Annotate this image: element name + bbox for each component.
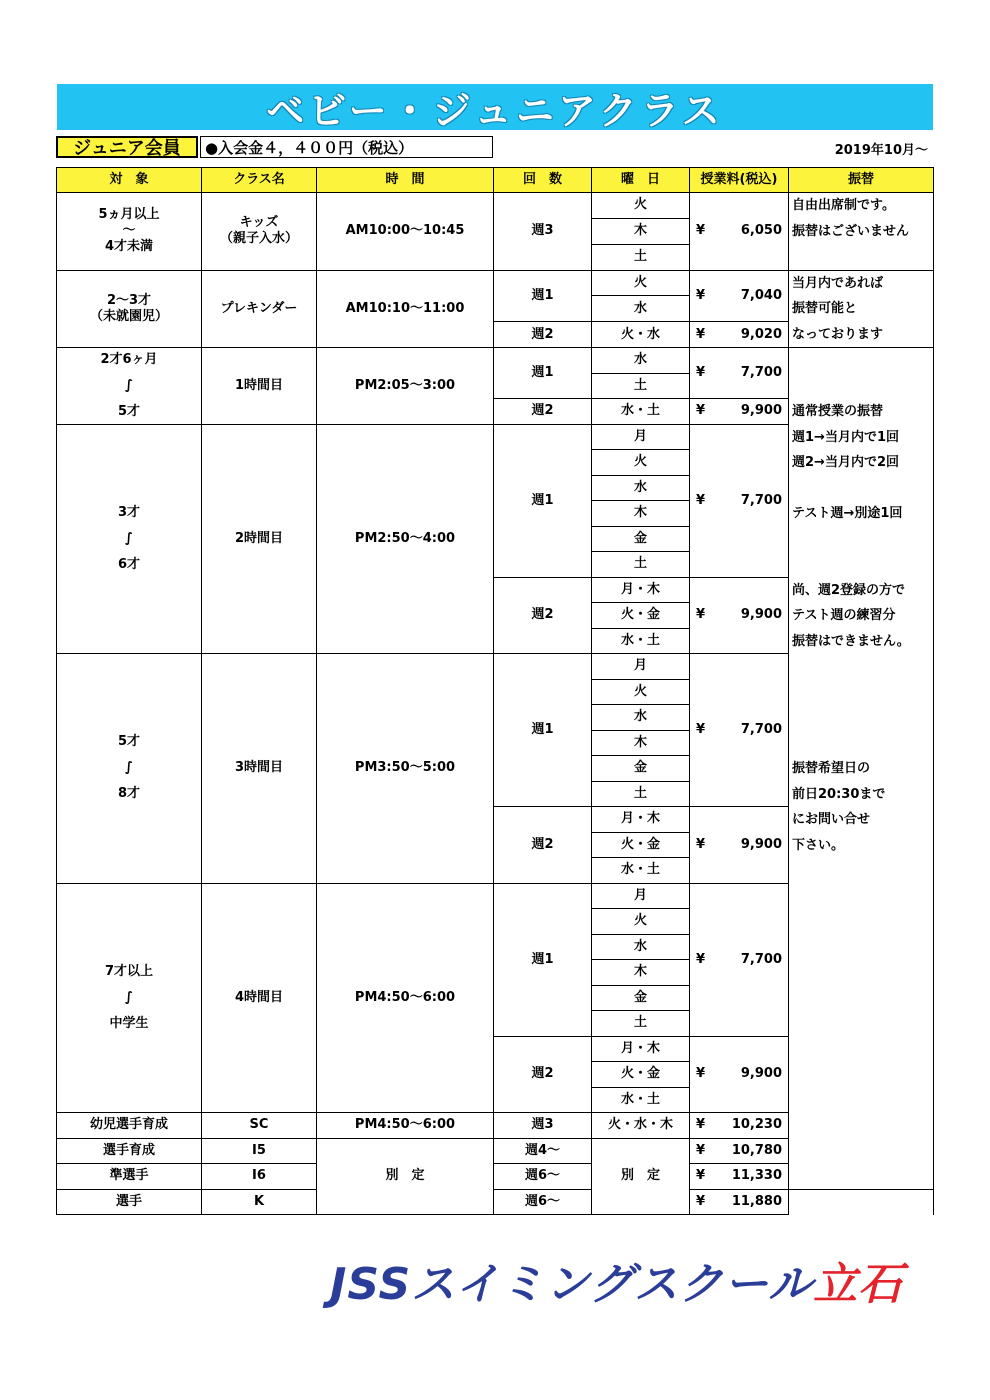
header-weekday: 曜 日 — [592, 168, 690, 193]
day-cell: 水 — [592, 934, 690, 960]
day-cell: 火 — [592, 193, 690, 219]
day-cell: 木 — [592, 960, 690, 986]
member-label: ジュニア会員 — [56, 136, 198, 158]
frequency-cell: 週1 — [494, 270, 592, 322]
day-cell: 水 — [592, 348, 690, 374]
makeup-note-line: にお問い合せ — [792, 812, 871, 827]
time-cell: AM10:10～11:00 — [317, 270, 494, 348]
day-cell: 水・土 — [592, 399, 690, 425]
frequency-cell: 週2 — [494, 577, 592, 654]
day-cell: 火 — [592, 679, 690, 705]
fee-cell: ¥ 6,050 — [690, 193, 789, 271]
makeup-note-line: 前日20:30まで — [792, 786, 886, 802]
day-cell: 水・土 — [592, 1087, 690, 1113]
day-cell: 土 — [592, 1011, 690, 1037]
day-cell: 火 — [592, 450, 690, 476]
makeup-note-line: 下さい。 — [792, 837, 845, 853]
makeup-note-line: 週2→当月内で2回 — [792, 455, 899, 470]
day-cell: 火・金 — [592, 832, 690, 858]
target-cell: 2～3才 （未就園児） — [57, 270, 202, 348]
fee-cell: ¥ 11,880 — [690, 1189, 789, 1215]
class-name-cell: I5 — [202, 1138, 317, 1164]
time-cell: AM10:00～10:45 — [317, 193, 494, 271]
fee-cell: ¥ 7,040 — [690, 270, 789, 322]
makeup-note-line: テスト週→別途1回 — [792, 506, 903, 521]
frequency-cell: 週1 — [494, 654, 592, 807]
header-row — [57, 168, 934, 193]
day-cell: 土 — [592, 244, 690, 270]
day-cell: 月 — [592, 883, 690, 909]
header-class-name: クラス名 — [202, 168, 317, 193]
class-name-cell: プレキンダー — [202, 270, 317, 348]
makeup-note-line — [789, 705, 933, 731]
day-cell: 水 — [592, 296, 690, 322]
day-cell: 金 — [592, 756, 690, 782]
frequency-cell: 週4～ — [494, 1138, 592, 1164]
day-cell: 金 — [592, 985, 690, 1011]
day-cell: 月 — [592, 654, 690, 680]
day-cell: 別 定 — [592, 1138, 690, 1215]
start-date: 2019年10月～ — [834, 143, 928, 158]
class-name-cell: キッズ （親子入水） — [202, 193, 317, 271]
time-cell: PM2:50～4:00 — [317, 424, 494, 654]
fee-cell: ¥ 7,700 — [690, 883, 789, 1036]
day-cell: 月・木 — [592, 577, 690, 603]
day-cell: 土 — [592, 781, 690, 807]
table-row — [57, 1189, 934, 1215]
makeup-note-2: 当月内であれば 振替可能と なっております — [789, 270, 934, 348]
target-cell: 3才 ∫ 6才 — [57, 424, 202, 654]
day-cell: 火・水・木 — [592, 1113, 690, 1139]
day-cell: 月・木 — [592, 807, 690, 833]
fee-cell: ¥ 9,020 — [690, 322, 789, 348]
target-cell: 7才以上 ∫ 中学生 — [57, 883, 202, 1113]
table-row — [57, 193, 934, 219]
makeup-note-line: テスト週の練習分 — [792, 608, 896, 623]
target-cell: 選手育成 — [57, 1138, 202, 1164]
time-cell: PM3:50～5:00 — [317, 654, 494, 884]
header-makeup: 振替 — [789, 168, 934, 193]
makeup-note-line: 振替希望日の — [792, 761, 871, 776]
day-cell: 火 — [592, 909, 690, 935]
makeup-note-line — [789, 731, 933, 757]
makeup-note-line: 通常授業の振替 — [792, 404, 884, 419]
makeup-note-line — [789, 348, 933, 374]
day-cell: 木 — [592, 218, 690, 244]
frequency-cell: 週2 — [494, 1036, 592, 1113]
class-name-cell: 3時間目 — [202, 654, 317, 884]
makeup-note-1: 自由出席制です。 振替はございません — [789, 193, 934, 271]
day-cell: 金 — [592, 526, 690, 552]
makeup-note-line: 週1→当月内で1回 — [792, 429, 899, 445]
day-cell: 土 — [592, 373, 690, 399]
fee-cell: ¥ 9,900 — [690, 399, 789, 425]
time-cell: PM4:50～6:00 — [317, 883, 494, 1113]
day-cell: 火 — [592, 270, 690, 296]
table-row — [57, 348, 934, 374]
day-cell: 月・木 — [592, 1036, 690, 1062]
time-cell: PM4:50～6:00 — [317, 1113, 494, 1139]
day-cell: 水・土 — [592, 858, 690, 884]
frequency-cell: 週6～ — [494, 1189, 592, 1215]
time-cell: PM2:05～3:00 — [317, 348, 494, 425]
frequency-cell: 週6～ — [494, 1164, 592, 1190]
day-cell: 火・金 — [592, 603, 690, 629]
class-name-cell: 4時間目 — [202, 883, 317, 1113]
frequency-cell: 週2 — [494, 322, 592, 348]
time-cell: 別 定 — [317, 1138, 494, 1215]
fee-cell: ¥ 10,230 — [690, 1113, 789, 1139]
fee-cell: ¥ 7,700 — [690, 348, 789, 399]
makeup-note-line — [789, 374, 933, 400]
schedule-table — [56, 167, 934, 1215]
table-row — [57, 270, 934, 296]
target-cell: 5才 ∫ 8才 — [57, 654, 202, 884]
frequency-cell: 週2 — [494, 399, 592, 425]
makeup-note-3 — [789, 348, 934, 1190]
target-cell: 2才6ヶ月 ∫ 5才 — [57, 348, 202, 425]
day-cell: 土 — [592, 552, 690, 578]
fee-cell: ¥ 9,900 — [690, 807, 789, 884]
target-cell: 5ヵ月以上 ～ 4才未満 — [57, 193, 202, 271]
makeup-note-line — [789, 654, 933, 680]
frequency-cell: 週1 — [494, 348, 592, 399]
makeup-note-line — [789, 552, 933, 578]
fee-cell: ¥ 11,330 — [690, 1164, 789, 1190]
class-name-cell: I6 — [202, 1164, 317, 1190]
makeup-note-line — [789, 527, 933, 553]
frequency-cell: 週1 — [494, 883, 592, 1036]
header-fee: 授業料(税込) — [690, 168, 789, 193]
class-name-cell: K — [202, 1189, 317, 1215]
class-name-cell: 1時間目 — [202, 348, 317, 425]
frequency-cell: 週3 — [494, 1113, 592, 1139]
makeup-note-line — [789, 476, 933, 502]
makeup-note-line: 振替はできません。 — [792, 633, 910, 649]
makeup-note-line — [789, 680, 933, 706]
day-cell: 火・水 — [592, 322, 690, 348]
day-cell: 火・金 — [592, 1062, 690, 1088]
day-cell: 水・土 — [592, 628, 690, 654]
fee-cell: ¥ 7,700 — [690, 424, 789, 577]
day-cell: 水 — [592, 705, 690, 731]
fee-cell: ¥ 9,900 — [690, 1036, 789, 1113]
class-name-cell: 2時間目 — [202, 424, 317, 654]
frequency-cell: 週1 — [494, 424, 592, 577]
fee-cell: ¥ 7,700 — [690, 654, 789, 807]
school-logo: JSSスイミングスクール立石 — [330, 1259, 904, 1310]
header-target: 対 象 — [57, 168, 202, 193]
frequency-cell: 週3 — [494, 193, 592, 271]
frequency-cell: 週2 — [494, 807, 592, 884]
day-cell: 木 — [592, 730, 690, 756]
enrollment-fee-note: ●入会金４，４００円（税込） — [200, 136, 493, 158]
header-time: 時 間 — [317, 168, 494, 193]
day-cell: 水 — [592, 475, 690, 501]
fee-cell: ¥ 10,780 — [690, 1138, 789, 1164]
day-cell: 月 — [592, 424, 690, 450]
page-title: ベビー・ジュニアクラス — [57, 84, 933, 130]
fee-cell: ¥ 9,900 — [690, 577, 789, 654]
class-name-cell: SC — [202, 1113, 317, 1139]
makeup-note-line: 尚、週2登録の方で — [792, 582, 906, 598]
target-cell: 選手 — [57, 1189, 202, 1215]
target-cell: 準選手 — [57, 1164, 202, 1190]
day-cell: 木 — [592, 501, 690, 527]
header-frequency: 回 数 — [494, 168, 592, 193]
target-cell: 幼児選手育成 — [57, 1113, 202, 1139]
